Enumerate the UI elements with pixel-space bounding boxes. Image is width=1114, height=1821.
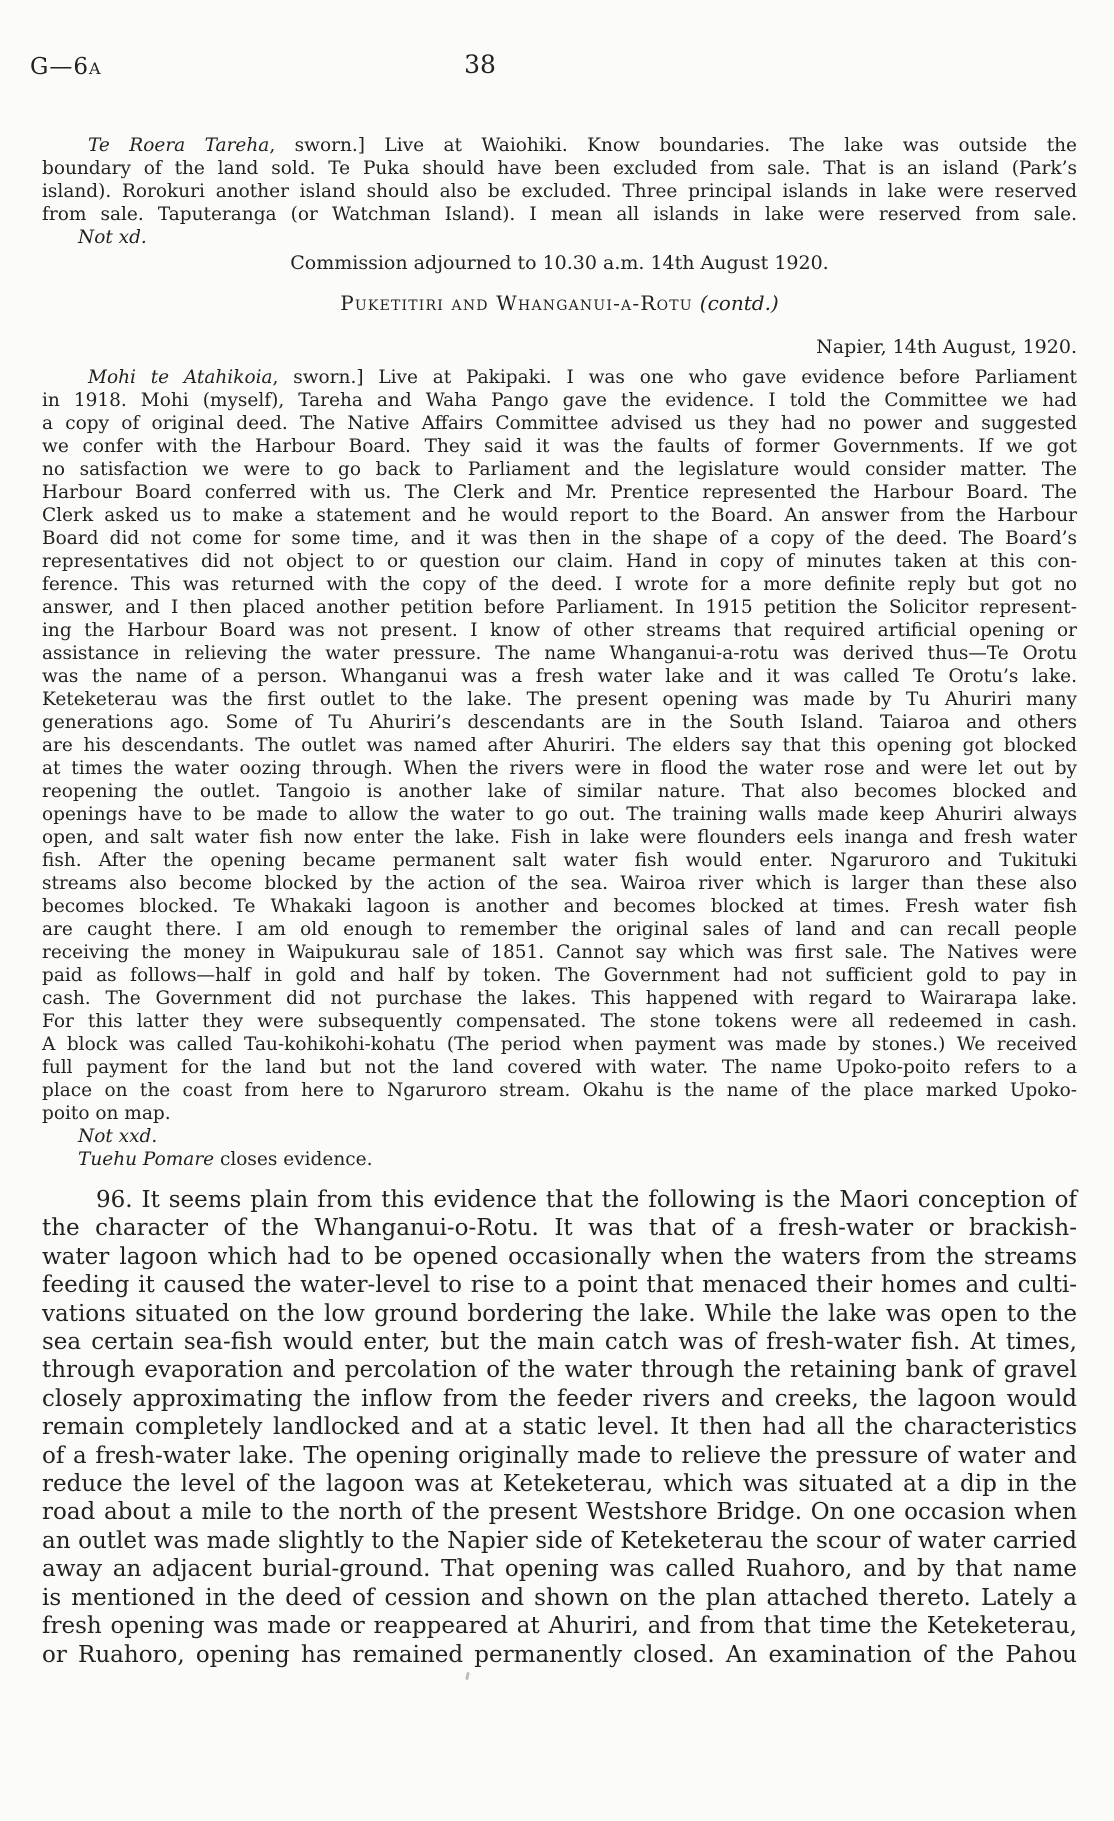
text-line: at times the water oozing through. When the rivers were in flood the water rose and were let out by: [42, 758, 1077, 779]
text-line: is mentioned in the deed of cession and shown on the plan attached thereto. Lately a: [42, 1584, 1077, 1611]
text-line: openings have to be made to allow the water to go out. The training walls made keep Ahuriri always: [42, 804, 1077, 825]
text-line: sea certain sea-fish would enter, but the main catch was of fresh-water fish. At times,: [42, 1329, 1077, 1356]
dateline: Napier, 14th August, 1920.: [816, 336, 1077, 358]
text-line: Keteketerau was the first outlet to the lake. The present opening was made by Tu Ahuriri many: [42, 689, 1077, 710]
text-line: fish. After the opening became permanent salt water fish would enter. Ngaruroro and Tukituki: [42, 850, 1077, 871]
text-line: water lagoon which had to be opened occasionally when the waters from the streams: [42, 1243, 1077, 1270]
text-line: becomes blocked. Te Whakaki lagoon is another and becomes blocked at times. Fresh water fish: [42, 896, 1077, 917]
text-line: open, and salt water fish now enter the lake. Fish in lake were flounders eels inanga and fresh water: [42, 827, 1077, 848]
text-line: from sale. Taputeranga (or Watchman Island). I mean all islands in lake were reserved from sale.: [42, 204, 1077, 225]
text-line: Board did not come for some time, and it was then in the shape of a copy of the deed. The Board’s: [42, 528, 1077, 549]
paragraph-lines: [42, 366, 1077, 1125]
text-line: Mohi te Atahikoia, sworn.] Live at Pakipaki. I was one who gave evidence before Parliament: [88, 367, 1077, 388]
section-heading: [42, 291, 1077, 315]
text-line: feeding it caused the water-level to rise to a point that menaced their homes and culti-: [42, 1272, 1077, 1299]
text-line: full payment for the land but not the land covered with water. The name Upoko-poito refers to a: [42, 1057, 1077, 1078]
text-line: of a fresh-water lake. The opening originally made to relieve the pressure of water and: [42, 1442, 1077, 1469]
text-line: a copy of original deed. The Native Affairs Committee advised us they had no power and suggested: [42, 413, 1077, 434]
text-line: the character of the Whanganui-o-Rotu. It was that of a fresh-water or brackish-: [42, 1215, 1077, 1242]
text-line: in 1918. Mohi (myself), Tareha and Waha Pango gave the evidence. I told the Committee we had: [42, 390, 1077, 411]
text-line: assistance in relieving the water pressure. The name Whanganui-a-rotu was derived thus—Te Orotu: [42, 643, 1077, 664]
text-line: ing the Harbour Board was not present. I know of other streams that required artificial opening or: [42, 620, 1077, 641]
text-line: streams also become blocked by the action of the sea. Wairoa river which is larger than these also: [42, 873, 1077, 894]
not-examined-note: Not xxd.: [78, 1126, 158, 1147]
text-line: 96. It seems plain from this evidence that the following is the Maori conception of: [96, 1187, 1077, 1213]
text-line: reduce the level of the lagoon was at Keteketerau, which was situated at a dip in the: [42, 1471, 1077, 1498]
text-line: an outlet was made slightly to the Napier side of Keteketerau the scour of water carried: [42, 1527, 1077, 1554]
text-line: island). Rorokuri another island should also be excluded. Three principal islands in lake were reserved: [42, 181, 1077, 202]
section-heading-contd: (contd.): [699, 291, 779, 315]
page-number: 38: [464, 50, 496, 79]
doc-reference-suffix: A: [89, 59, 101, 78]
text-line: reopening the outlet. Tangoio is another lake of similar nature. That also becomes blocked and: [42, 781, 1077, 802]
text-line: Te Roera Tareha, sworn.] Live at Waiohiki. Know boundaries. The lake was outside the: [88, 135, 1077, 156]
text-line: road about a mile to the north of the present Westshore Bridge. On one occasion when: [42, 1499, 1077, 1526]
text-line: paid as follows—half in gold and half by token. The Government had not sufficient gold to pay in: [42, 965, 1077, 986]
text-line: cash. The Government did not purchase the lakes. This happened with regard to Wairarapa lake.: [42, 988, 1077, 1009]
text-line: boundary of the land sold. Te Puka should have been excluded from sale. That is an island (Park’s: [42, 158, 1077, 179]
paragraph-lines: [42, 1186, 1077, 1669]
doc-reference-number: G—6: [30, 54, 90, 80]
text-line: A block was called Tau-kohikohi-kohatu (The period when payment was made by stones.) We received: [42, 1034, 1077, 1055]
scan-artifact: [465, 1672, 470, 1680]
text-line: representatives did not object to or question our claim. Hand in copy of minutes taken at this con-: [42, 551, 1077, 572]
text-line: poito on map.: [42, 1103, 171, 1124]
text-line: away an adjacent burial-ground. That opening was called Ruahoro, and by that name: [42, 1556, 1077, 1583]
evidence-paragraph-atahikoia: [42, 366, 1077, 1171]
text-line: or Ruahoro, opening has remained permanently closed. An examination of the Pahou: [42, 1641, 1077, 1668]
text-line: remain completely landlocked and at a static level. It then had all the characteristics: [42, 1414, 1077, 1441]
paragraph-lines: [42, 134, 1077, 226]
text-line: are his descendants. The outlet was named after Ahuriri. The elders say that this opening got blocked: [42, 735, 1077, 756]
adjournment-line: Commission adjourned to 10.30 a.m. 14th August 1920.: [290, 252, 829, 274]
text-line: closely approximating the inflow from the feeder rivers and creeks, the lagoon would: [42, 1385, 1077, 1412]
text-line: receiving the money in Waipukurau sale of 1851. Cannot say which was first sale. The Natives were: [42, 942, 1077, 963]
text-line: ference. This was returned with the copy of the deed. I wrote for a more definite reply but got no: [42, 574, 1077, 595]
text-line: vations situated on the low ground bordering the lake. While the lake was open to the: [42, 1300, 1077, 1327]
section-heading-title: Puketitiri and Whanganui-a-Rotu: [340, 291, 693, 315]
text-line: place on the coast from here to Ngaruroro stream. Okahu is the name of the place marked Upoko-: [42, 1080, 1077, 1101]
text-line: fresh opening was made or reappeared at Ahuriri, and from that time the Keteketerau,: [42, 1613, 1077, 1640]
text-line: generations ago. Some of Tu Ahuriri’s descendants are in the South Island. Taiaroa and others: [42, 712, 1077, 733]
text-line: no satisfaction we were to go back to Parliament and the legislature would consider matter. The: [42, 459, 1077, 480]
text-line: For this latter they were subsequently compensated. The stone tokens were all redeemed in cash.: [42, 1011, 1077, 1032]
text-line: are caught there. I am old enough to remember the original sales of land and can recall people: [42, 919, 1077, 940]
text-line: answer, and I then placed another petition before Parliament. In 1915 petition the Solicitor represent-: [42, 597, 1077, 618]
text-line: we confer with the Harbour Board. They said it was the faults of former Governments. If we got: [42, 436, 1077, 457]
text-line: Clerk asked us to make a statement and he would report to the Board. An answer from the Harbour: [42, 505, 1077, 526]
closing-evidence-line: Tuehu Pomare closes evidence.: [78, 1149, 373, 1170]
evidence-paragraph-tareha: [42, 134, 1077, 249]
report-paragraph-96: [42, 1186, 1077, 1669]
text-line: Harbour Board conferred with us. The Clerk and Mr. Prentice represented the Harbour Board. The: [42, 482, 1077, 503]
text-line: through evaporation and percolation of the water through the retaining bank of gravel: [42, 1357, 1077, 1384]
text-line: was the name of a person. Whanganui was a fresh water lake and it was called Te Orotu’s lake.: [42, 666, 1077, 687]
not-examined-note: Not xd.: [78, 227, 147, 248]
